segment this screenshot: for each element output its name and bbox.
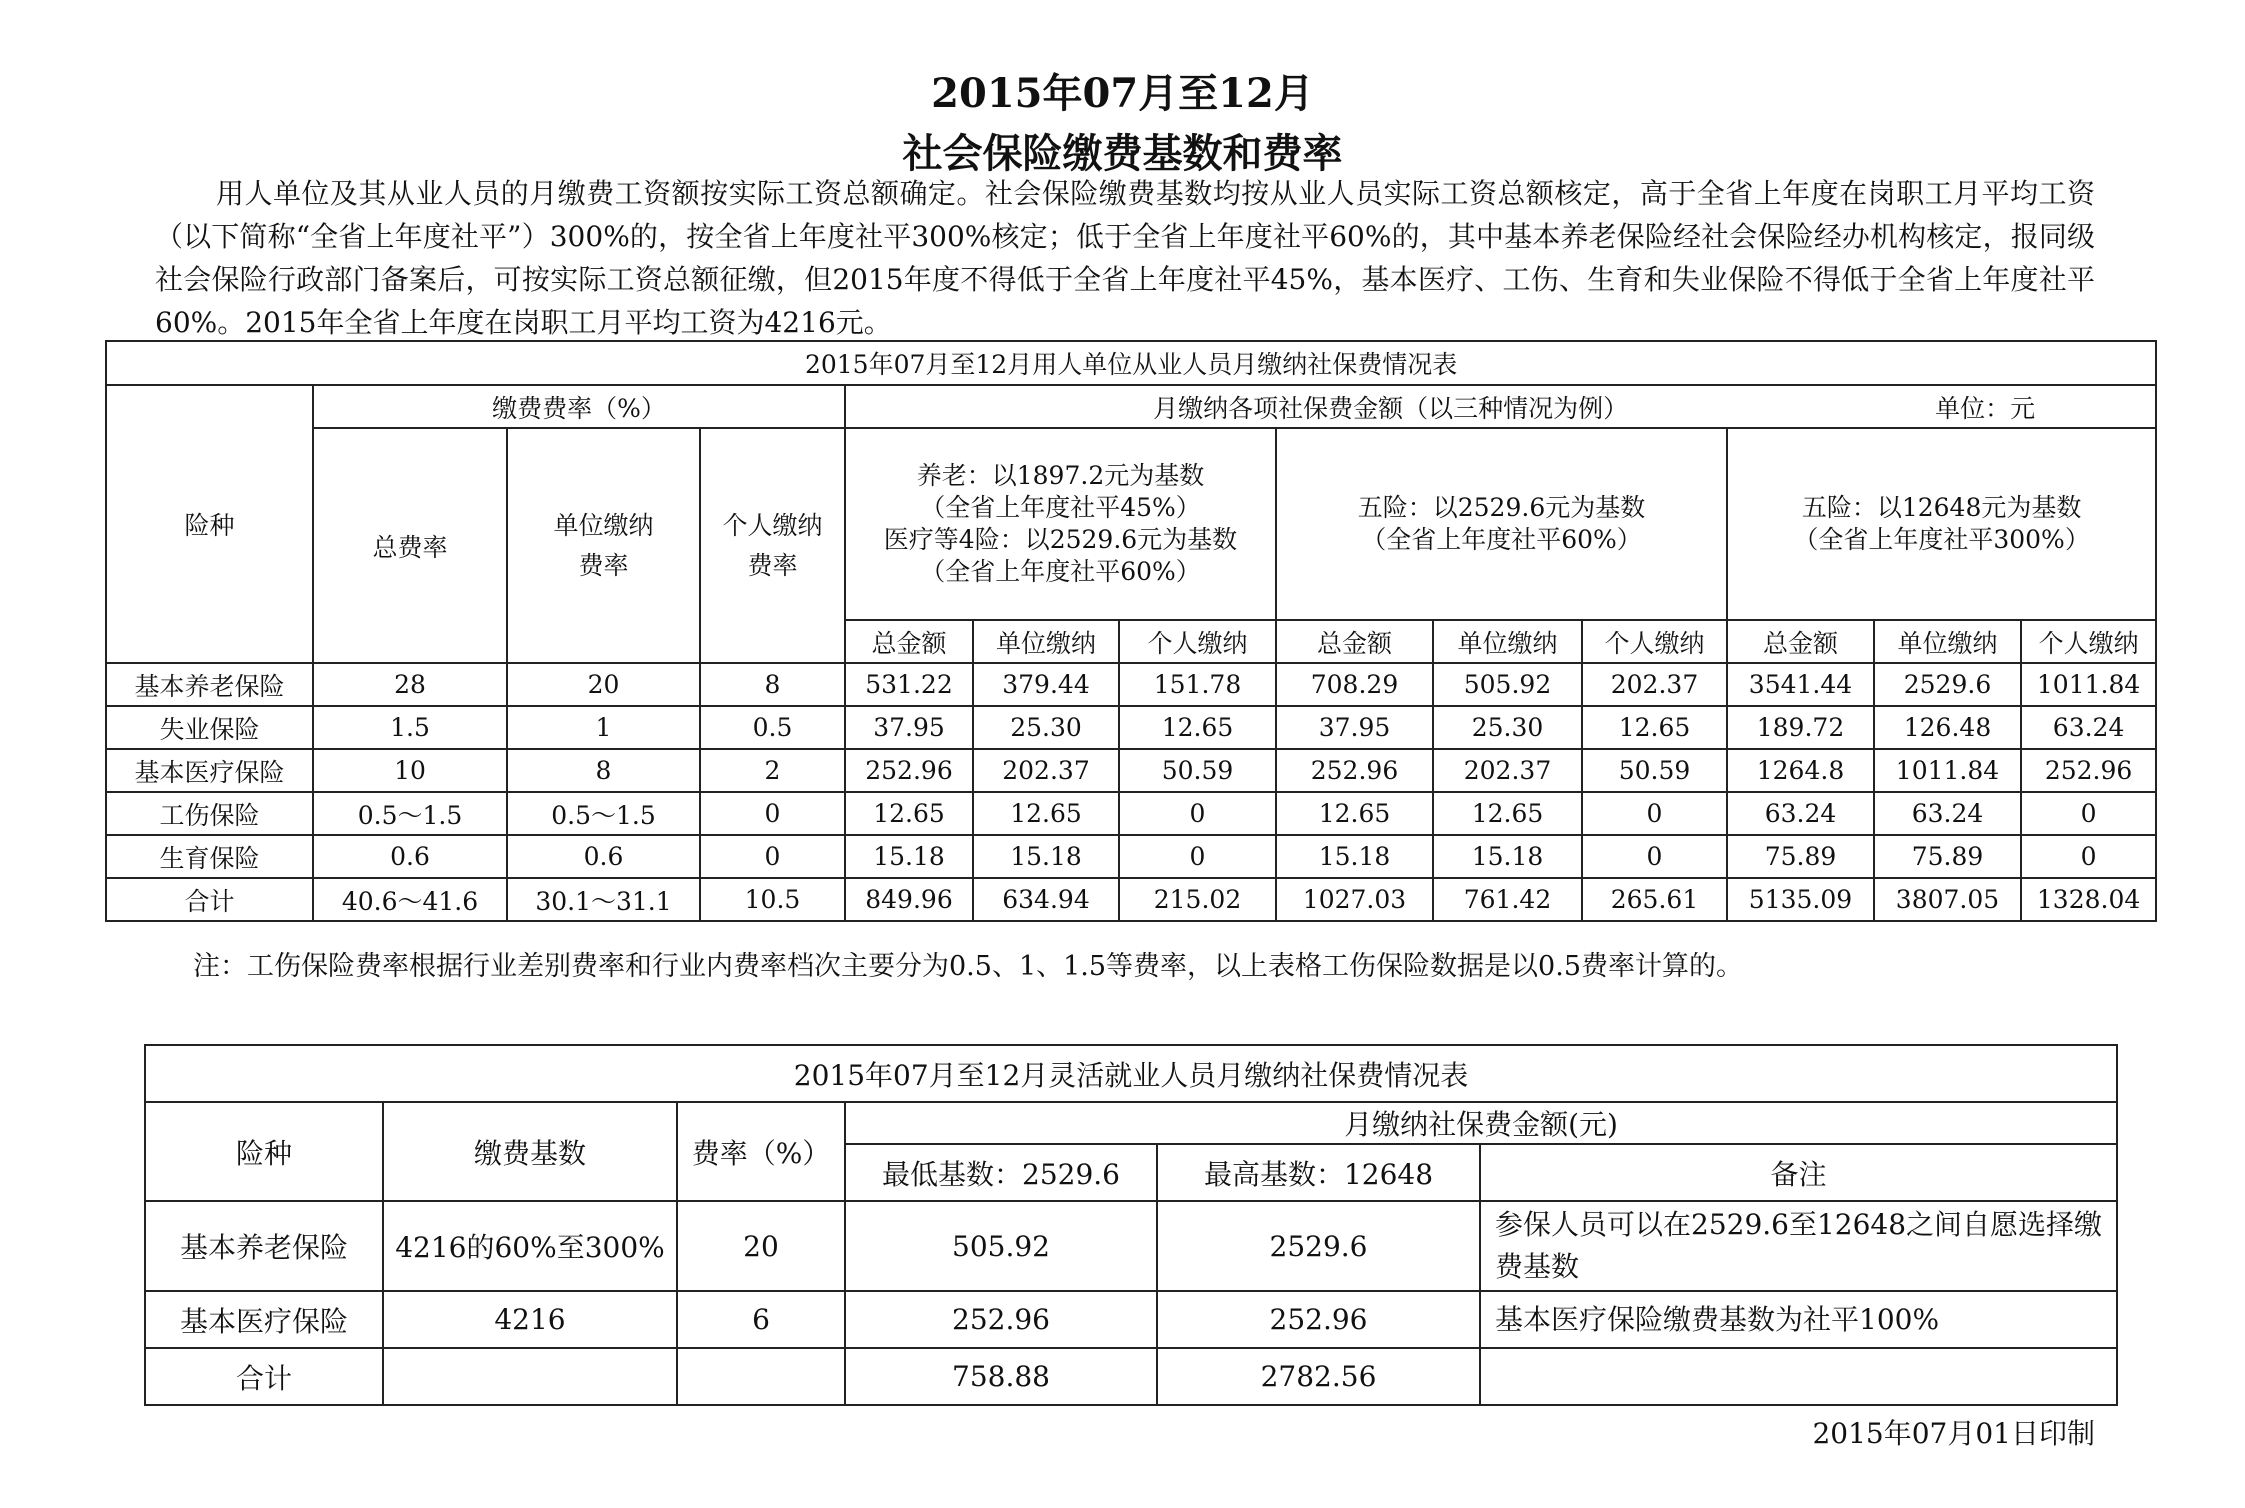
amount-header: 月缴纳社保费金额(元) xyxy=(845,1102,2117,1144)
table-cell: 2 xyxy=(700,749,845,792)
table-cell: 20 xyxy=(677,1201,845,1291)
table-cell: 0 xyxy=(1119,792,1276,835)
table-cell: 12.65 xyxy=(1276,792,1433,835)
table-cell: 1.5 xyxy=(313,706,507,749)
table-cell: 252.96 xyxy=(2021,749,2156,792)
footnote: 注：工伤保险费率根据行业差别费率和行业内费率档次主要分为0.5、1、1.5等费率，以上表格工伤保险数据是以0.5费率计算的。 xyxy=(193,951,1743,982)
col-insurance-type: 险种 xyxy=(106,385,313,663)
table-cell: 634.94 xyxy=(973,878,1119,921)
table-cell: 1011.84 xyxy=(1874,749,2021,792)
col-total-rate: 总费率 xyxy=(313,428,507,663)
table-cell: 15.18 xyxy=(845,835,973,878)
table-row xyxy=(106,792,2156,835)
table-cell: 2529.6 xyxy=(1874,663,2021,706)
unit-label: 单位：元 xyxy=(1935,393,2036,423)
table-cell: 0.6 xyxy=(313,835,507,878)
table-cell: 15.18 xyxy=(1433,835,1582,878)
table-cell: 252.96 xyxy=(845,1291,1157,1348)
table-cell: 28 xyxy=(313,663,507,706)
table-cell: 0 xyxy=(700,835,845,878)
table-cell: 63.24 xyxy=(1727,792,1874,835)
table-cell: 0.5 xyxy=(700,706,845,749)
col-min-base: 最低基数：2529.6 xyxy=(845,1144,1157,1201)
table-caption: 2015年07月至12月灵活就业人员月缴纳社保费情况表 xyxy=(145,1045,2117,1102)
table-cell: 20 xyxy=(507,663,700,706)
col-rate: 费率（%） xyxy=(677,1102,845,1201)
table-row xyxy=(145,1348,2117,1405)
table-cell: 8 xyxy=(507,749,700,792)
sub-col-1-1: 总金额 xyxy=(845,620,973,663)
table-cell: 151.78 xyxy=(1119,663,1276,706)
table-cell: 40.6～41.6 xyxy=(313,878,507,921)
table-cell: 0 xyxy=(2021,792,2156,835)
scenario-1-header: 养老：以1897.2元为基数 （全省上年度社平45%） 医疗等4险：以2529.6元为基数 （全省上年度社平60%） xyxy=(845,428,1276,620)
table-cell: 252.96 xyxy=(1276,749,1433,792)
table-cell: 505.92 xyxy=(1433,663,1582,706)
table-cell: 379.44 xyxy=(973,663,1119,706)
table-cell: 63.24 xyxy=(1874,792,2021,835)
table-cell: 25.30 xyxy=(1433,706,1582,749)
page-title: 社会保险缴费基数和费率 xyxy=(902,130,1343,177)
table-cell: 1011.84 xyxy=(2021,663,2156,706)
table-cell: 758.88 xyxy=(845,1348,1157,1405)
table-row xyxy=(145,1291,2117,1348)
sub-col-1-3: 个人缴纳 xyxy=(1119,620,1276,663)
employer-contribution-table xyxy=(105,340,2157,922)
col-insurance-type: 险种 xyxy=(145,1102,383,1201)
table-cell: 6 xyxy=(677,1291,845,1348)
table-row xyxy=(106,706,2156,749)
table-cell: 基本医疗保险 xyxy=(145,1291,383,1348)
table-cell: 10.5 xyxy=(700,878,845,921)
table-cell: 12.65 xyxy=(973,792,1119,835)
print-date: 2015年07月01日印制 xyxy=(1812,1417,2095,1450)
table-cell xyxy=(677,1348,845,1405)
table-cell: 849.96 xyxy=(845,878,973,921)
table-cell: 15.18 xyxy=(1276,835,1433,878)
table-cell: 1 xyxy=(507,706,700,749)
table-cell: 202.37 xyxy=(1582,663,1727,706)
table-cell: 63.24 xyxy=(2021,706,2156,749)
table-cell: 1328.04 xyxy=(2021,878,2156,921)
sub-col-1-2: 单位缴纳 xyxy=(973,620,1119,663)
table-cell: 参保人员可以在2529.6至12648之间自愿选择缴费基数 xyxy=(1480,1201,2117,1291)
table-cell: 0.5～1.5 xyxy=(507,792,700,835)
col-employee-rate: 个人缴纳费率 xyxy=(700,428,845,663)
table-cell: 5135.09 xyxy=(1727,878,1874,921)
table-cell: 12.65 xyxy=(1582,706,1727,749)
table-cell: 126.48 xyxy=(1874,706,2021,749)
table-cell: 1264.8 xyxy=(1727,749,1874,792)
table-cell: 工伤保险 xyxy=(106,792,313,835)
table-cell: 3807.05 xyxy=(1874,878,2021,921)
scenario-3-header: 五险：以12648元为基数 （全省上年度社平300%） xyxy=(1727,428,2156,620)
table-cell: 50.59 xyxy=(1582,749,1727,792)
amount-header-text: 月缴纳各项社保费金额（以三种情况为例） xyxy=(1153,393,1629,423)
table-cell: 4216 xyxy=(383,1291,677,1348)
table-cell: 37.95 xyxy=(845,706,973,749)
table-cell: 215.02 xyxy=(1119,878,1276,921)
rate-header: 缴费费率（%） xyxy=(313,385,845,428)
table-cell: 0 xyxy=(2021,835,2156,878)
table-cell: 252.96 xyxy=(845,749,973,792)
table-cell: 30.1～31.1 xyxy=(507,878,700,921)
table-cell: 12.65 xyxy=(845,792,973,835)
sub-col-2-1: 总金额 xyxy=(1276,620,1433,663)
table-caption: 2015年07月至12月用人单位从业人员月缴纳社保费情况表 xyxy=(106,341,2156,385)
col-base: 缴费基数 xyxy=(383,1102,677,1201)
col-employer-rate: 单位缴纳费率 xyxy=(507,428,700,663)
table-cell: 3541.44 xyxy=(1727,663,1874,706)
table-cell: 失业保险 xyxy=(106,706,313,749)
table-cell: 0 xyxy=(1582,835,1727,878)
table-cell: 0 xyxy=(1582,792,1727,835)
sub-col-2-2: 单位缴纳 xyxy=(1433,620,1582,663)
table-cell: 50.59 xyxy=(1119,749,1276,792)
table-cell: 2529.6 xyxy=(1157,1201,1480,1291)
table-cell: 0.5～1.5 xyxy=(313,792,507,835)
table-row xyxy=(106,835,2156,878)
table-cell: 505.92 xyxy=(845,1201,1157,1291)
table-cell xyxy=(383,1348,677,1405)
sub-col-2-3: 个人缴纳 xyxy=(1582,620,1727,663)
table-cell: 265.61 xyxy=(1582,878,1727,921)
table-cell: 0 xyxy=(1119,835,1276,878)
table-cell: 708.29 xyxy=(1276,663,1433,706)
table-row xyxy=(106,663,2156,706)
table-cell: 基本医疗保险缴费基数为社平100% xyxy=(1480,1291,2117,1348)
table-cell: 2782.56 xyxy=(1157,1348,1480,1405)
title-date-range: 2015年07月至12月 xyxy=(931,70,1314,117)
table-cell: 12.65 xyxy=(1433,792,1582,835)
sub-col-3-2: 单位缴纳 xyxy=(1874,620,2021,663)
table-cell: 531.22 xyxy=(845,663,973,706)
table-cell: 基本养老保险 xyxy=(106,663,313,706)
sub-col-3-1: 总金额 xyxy=(1727,620,1874,663)
table-cell: 8 xyxy=(700,663,845,706)
table-cell: 4216的60%至300% xyxy=(383,1201,677,1291)
col-remark: 备注 xyxy=(1480,1144,2117,1201)
table-cell: 12.65 xyxy=(1119,706,1276,749)
table-cell: 189.72 xyxy=(1727,706,1874,749)
sub-col-3-3: 个人缴纳 xyxy=(2021,620,2156,663)
table-cell: 合计 xyxy=(145,1348,383,1405)
table-row xyxy=(106,749,2156,792)
table-cell: 761.42 xyxy=(1433,878,1582,921)
table-cell: 合计 xyxy=(106,878,313,921)
table-cell: 75.89 xyxy=(1874,835,2021,878)
flexible-employment-table xyxy=(144,1044,2118,1406)
intro-paragraph: 用人单位及其从业人员的月缴费工资额按实际工资总额确定。社会保险缴费基数均按从业人员实际工资总额核定，高于全省上年度在岗职工月平均工资（以下简称“全省上年度社平”）300%的，按全省上年度社平300%核定；低于全省上年度社平60%的，其中基本养老保险经社会保险经办机构核定，报同级社会保险行政部门备案后，可按实际工资总额征缴，但2015年度不得低于全省上年度社平45%，基本医疗、工伤、生育和失业保险不得低于全省上年度社平60%。2015年全省上年度在岗职工月平均工资为4216元。 xyxy=(155,177,2095,339)
table-cell: 0.6 xyxy=(507,835,700,878)
table-cell: 基本养老保险 xyxy=(145,1201,383,1291)
amount-header xyxy=(845,385,2156,428)
table-cell: 基本医疗保险 xyxy=(106,749,313,792)
table-cell: 生育保险 xyxy=(106,835,313,878)
table-cell: 252.96 xyxy=(1157,1291,1480,1348)
col-max-base: 最高基数：12648 xyxy=(1157,1144,1480,1201)
table-row xyxy=(145,1201,2117,1291)
table-cell: 202.37 xyxy=(1433,749,1582,792)
table-cell: 1027.03 xyxy=(1276,878,1433,921)
table-cell: 75.89 xyxy=(1727,835,1874,878)
table-cell: 0 xyxy=(700,792,845,835)
scenario-2-header: 五险：以2529.6元为基数 （全省上年度社平60%） xyxy=(1276,428,1727,620)
table-cell: 15.18 xyxy=(973,835,1119,878)
table-row xyxy=(106,878,2156,921)
table-cell: 202.37 xyxy=(973,749,1119,792)
table-cell: 25.30 xyxy=(973,706,1119,749)
table-cell: 10 xyxy=(313,749,507,792)
table-cell: 37.95 xyxy=(1276,706,1433,749)
table-cell xyxy=(1480,1348,2117,1405)
